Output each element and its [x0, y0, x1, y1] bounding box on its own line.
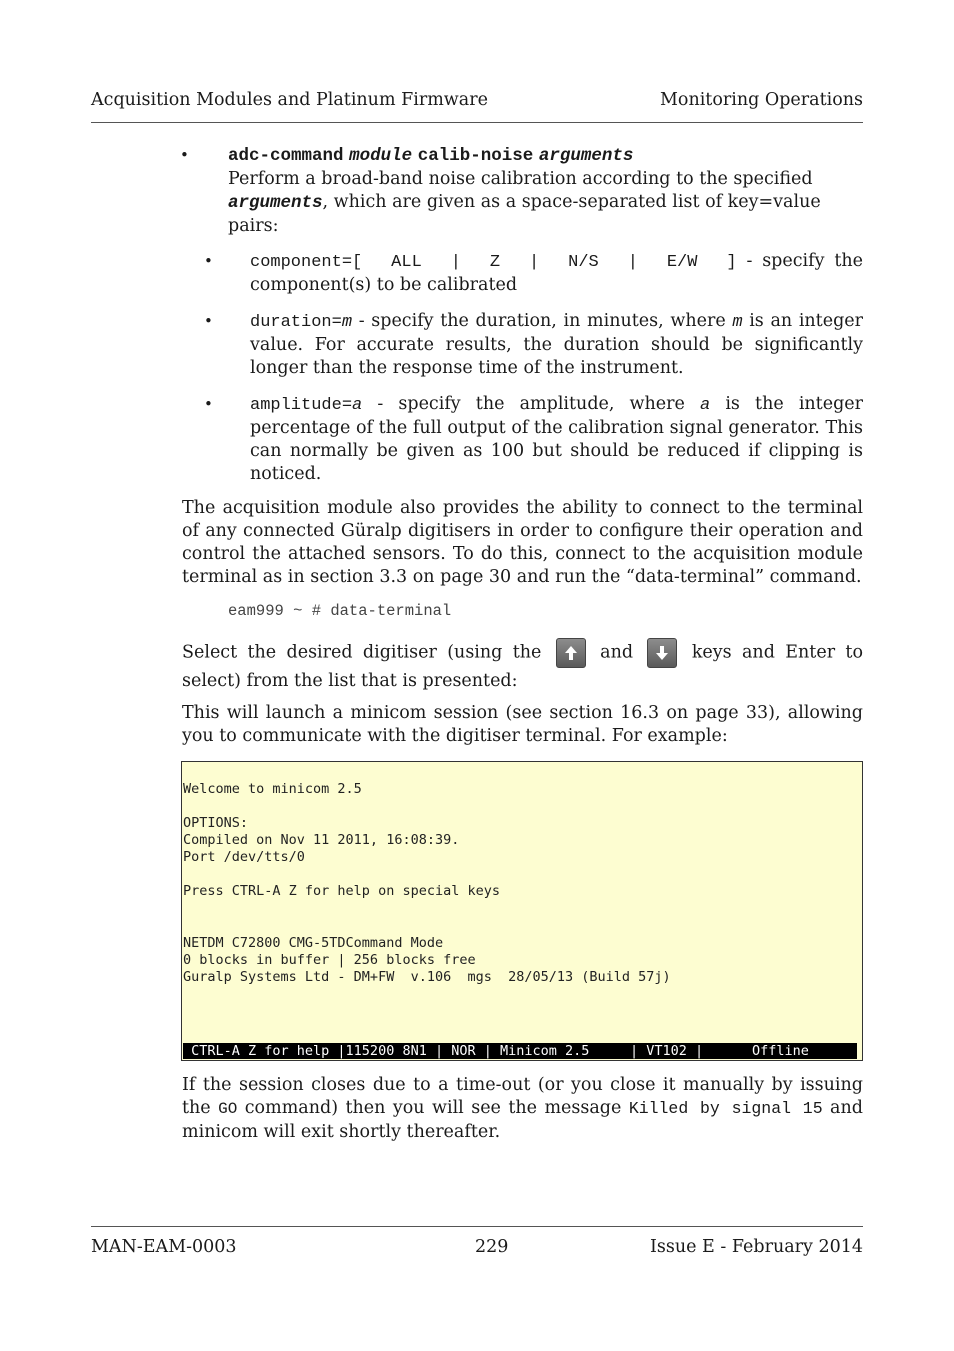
- command-description: Perform a broad-band noise calibration according to the specified arguments, which are given as a space-separated list of key=value pairs:: [228, 169, 821, 236]
- footer-issue: Issue E - February 2014: [649, 1237, 863, 1257]
- command-module-arg: module: [349, 146, 413, 166]
- shell-command: eam999 ~ # data-terminal: [228, 602, 452, 620]
- terminal-line: Guralp Systems Ltd - DM+FW v.106 mgs 28/05/13 (Build 57j): [183, 969, 671, 985]
- terminal-line: Press CTRL-A Z for help on special keys: [183, 883, 500, 899]
- bullet-marker: •: [204, 252, 213, 270]
- bullet-amplitude: amplitude=a - specify the amplitude, where a is the integer percentage of the full output of the calibration signal generator. This can normally be given as 100 but should be reduced if clipping is noticed.: [250, 394, 863, 484]
- footer-rule: [91, 1226, 863, 1227]
- bullet-marker: •: [204, 312, 213, 330]
- command-syntax: [228, 144, 863, 168]
- header-right: Monitoring Operations: [659, 90, 863, 110]
- footer-doc-id: MAN-EAM-0003: [91, 1237, 237, 1257]
- bullet-marker: •: [204, 395, 213, 413]
- bullet-marker: •: [180, 146, 189, 164]
- paragraph-select-digitiser: Select the desired digitiser (using the and keys and Enter to select) from the list that is presented:: [182, 638, 863, 695]
- paragraph-digitiser-terminal: The acquisition module also provides the ability to connect to the terminal of any connected Güralp digitisers in order to configure their operation and control the attached sensors. To do this, connect to the acquisition module terminal as in section 3.3 on page 30 and run the “data-terminal” command.: [182, 498, 863, 587]
- terminal-screenshot: [181, 761, 863, 1061]
- paragraph-session-close: If the session closes due to a time-out (or you close it manually by issuing the GO command) then you will see the message Killed by signal 15 and minicom will exit shortly thereafter.: [182, 1075, 863, 1142]
- terminal-line: Compiled on Nov 11 2011, 16:08:39.: [183, 832, 460, 848]
- terminal-line: Port /dev/tts/0: [183, 849, 305, 865]
- header-left: Acquisition Modules and Platinum Firmware: [91, 90, 488, 110]
- command-subcommand: calib-noise: [417, 146, 534, 166]
- bullet-duration: duration=m - specify the duration, in minutes, where m is an integer value. For accurate results, the duration should be significantly longer than the response time of the instrument.: [250, 311, 863, 378]
- command-arguments-arg: arguments: [538, 146, 634, 166]
- footer-page-number: 229: [475, 1237, 509, 1257]
- terminal-status-bar: CTRL-A Z for help |115200 8N1 | NOR | Minicom 2.5 | VT102 | Offline: [183, 1043, 857, 1059]
- terminal-line: 0 blocks in buffer | 256 blocks free: [183, 952, 476, 968]
- command-name: adc-command: [228, 146, 344, 166]
- terminal-line: OPTIONS:: [183, 815, 249, 831]
- up-arrow-icon: [556, 638, 586, 668]
- down-arrow-icon: [647, 638, 677, 668]
- header-rule: [91, 122, 863, 123]
- command-block: [228, 144, 863, 238]
- page-header: [91, 90, 863, 110]
- bullet-component: component=[ ALL | Z | N/S | E/W ] - specify the component(s) to be calibrated: [250, 251, 864, 295]
- paragraph-minicom: This will launch a minicom session (see section 16.3 on page 33), allowing you to communicate with the digitiser terminal. For example:: [182, 703, 863, 746]
- terminal-line: Welcome to minicom 2.5: [183, 781, 362, 797]
- terminal-line: NETDM C72800 CMG-5TDCommand Mode: [183, 935, 444, 951]
